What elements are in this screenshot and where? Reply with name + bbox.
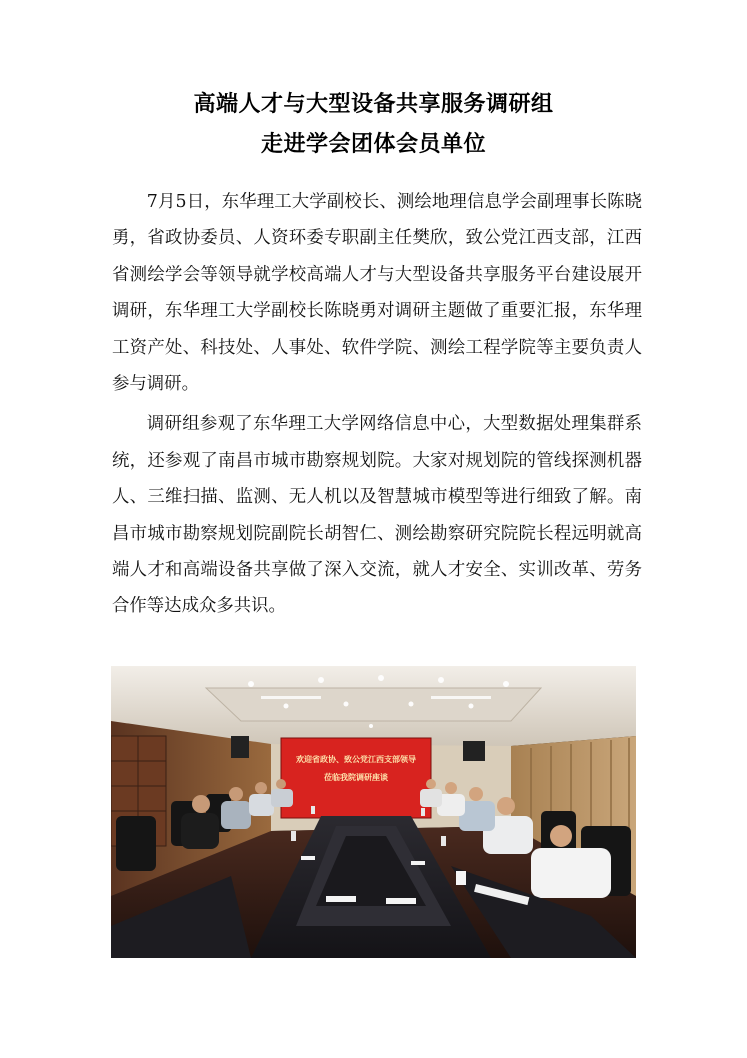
meeting-room-illustration (111, 666, 636, 958)
title-line-2: 走进学会团体会员单位 (260, 132, 486, 157)
article-body (112, 184, 642, 625)
title-line-1: 高端人才与大型设备共享服务调研组 (193, 92, 554, 117)
paragraph-1: 7月5日，东华理工大学副校长、测绘地理信息学会副理事长陈晓勇，省政协委员、人资环委专职副主任樊欣，致公党江西支部，江西省测绘学会等领导就学校高端人才与大型设备共享服务平台建设展开调研，东华理工大学副校长陈晓勇对调研主题做了重要汇报，东华理工资产处、科技处、人事处、软件学院、测绘工程学院等主要负责人参与调研。 (112, 192, 642, 395)
banner-line-1: 欢迎省政协、致公党江西支部领导 (296, 754, 416, 764)
document-title (0, 85, 747, 165)
meeting-photo (111, 666, 636, 958)
paragraph-2: 调研组参观了东华理工大学网络信息中心，大型数据处理集群系统，还参观了南昌市城市勘察规划院。大家对规划院的管线探测机器人、三维扫描、监测、无人机以及智慧城市模型等进行细致了解。南昌市城市勘察规划院副院长胡智仁、测绘勘察研究院院长程远明就高端人才和高端设备共享做了深入交流，就人才安全、实训改革、劳务合作等达成众多共识。 (112, 414, 642, 617)
banner-line-2: 莅临我院调研座谈 (324, 772, 388, 782)
